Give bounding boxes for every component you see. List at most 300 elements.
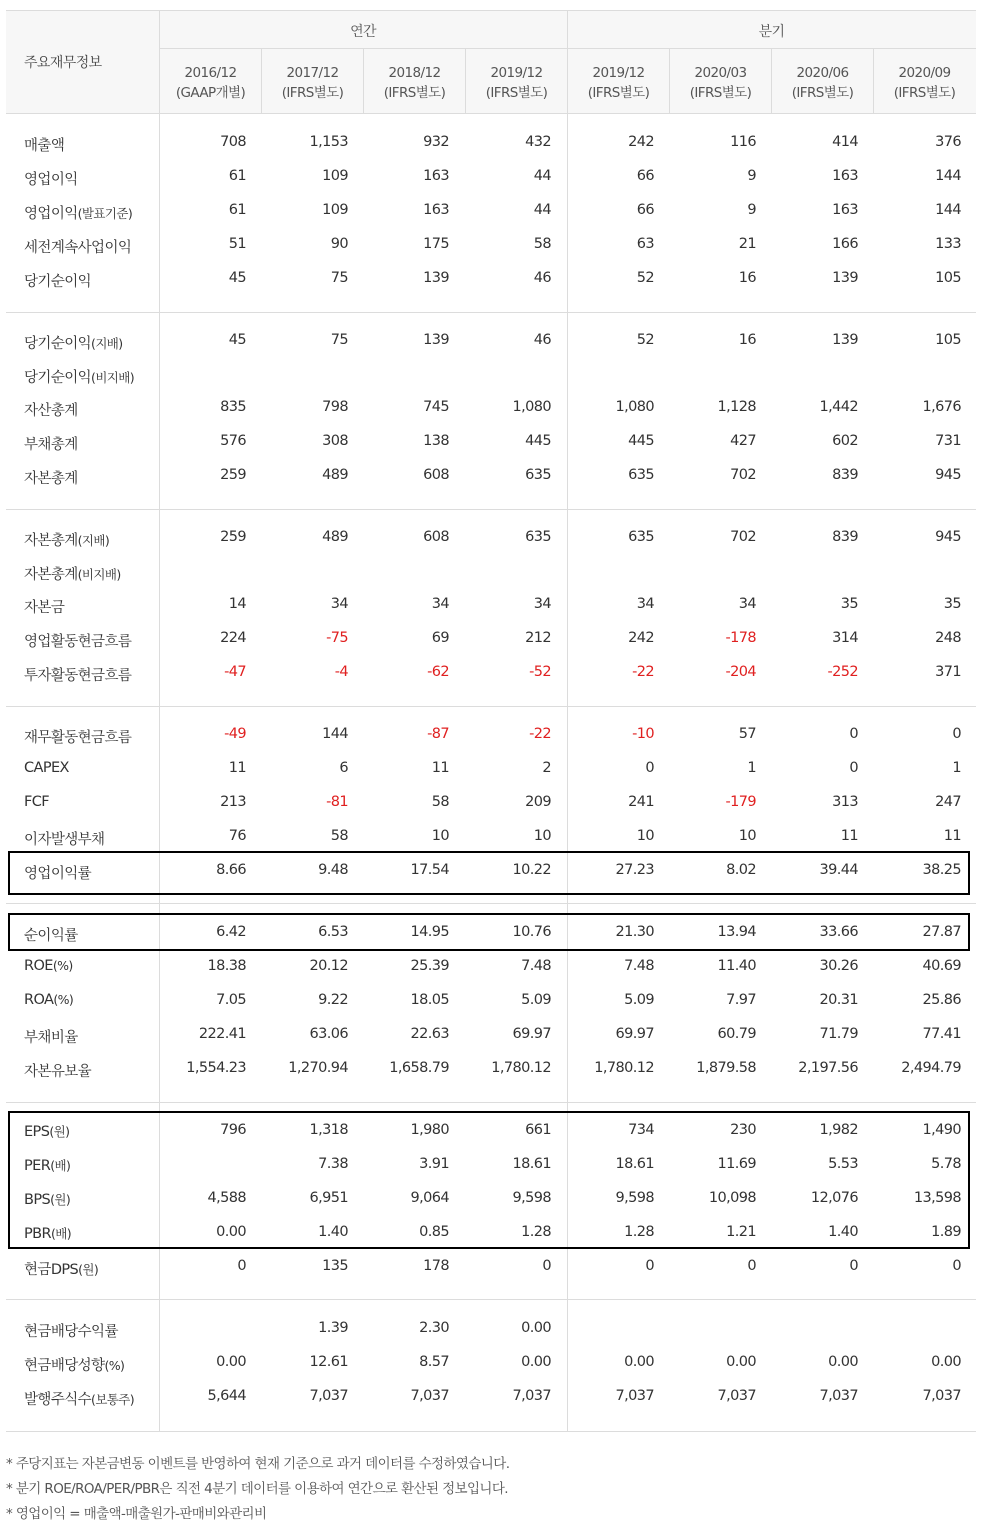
table-cell: 34 — [431, 596, 449, 612]
table-cell: 1.28 — [624, 1224, 654, 1240]
table-cell: 9 — [747, 202, 756, 218]
row-label-main: 현금배당성향 — [24, 1358, 105, 1374]
column-header — [160, 63, 261, 107]
column-period: 2018/12 — [388, 65, 441, 81]
table-cell: -75 — [326, 630, 348, 646]
row-label-main: 영업활동현금흐름 — [24, 634, 132, 650]
table-cell: 0 — [952, 726, 961, 742]
table-cell: 0 — [237, 1258, 246, 1274]
table-cell: 0.00 — [521, 1354, 551, 1370]
table-cell: 259 — [220, 529, 246, 545]
table-cell: 945 — [935, 467, 961, 483]
row-label — [24, 630, 131, 651]
table-cell: 90 — [330, 236, 348, 252]
table-cell: 608 — [423, 467, 449, 483]
table-cell: 209 — [525, 794, 551, 810]
table-cell: 259 — [220, 467, 246, 483]
section-rule — [6, 509, 976, 510]
row-label — [24, 270, 91, 291]
table-cell: 432 — [525, 134, 551, 150]
table-cell: 839 — [832, 467, 858, 483]
table-cell: 945 — [935, 529, 961, 545]
table-cell: 7.05 — [216, 992, 246, 1008]
table-cell: 242 — [628, 134, 654, 150]
column-basis: (IFRS별도) — [689, 85, 752, 101]
row-label-main: 투자활동현금흐름 — [24, 668, 132, 684]
row-label — [24, 168, 78, 189]
row-label — [24, 1388, 134, 1409]
table-cell: 1.21 — [726, 1224, 756, 1240]
row-label-main: PBR — [24, 1226, 51, 1242]
row-label — [24, 467, 78, 488]
table-cell: 1.40 — [828, 1224, 858, 1240]
table-cell: 1.28 — [521, 1224, 551, 1240]
table-cell: 308 — [322, 433, 348, 449]
table-cell: -10 — [632, 726, 654, 742]
column-basis: (IFRS별도) — [383, 85, 446, 101]
table-cell: -22 — [529, 726, 551, 742]
table-cell: 17.54 — [410, 862, 449, 878]
table-cell: 139 — [832, 332, 858, 348]
row-label-main: 현금DPS — [24, 1262, 79, 1278]
section-rule — [6, 312, 976, 313]
table-cell: 10.76 — [512, 924, 551, 940]
row-label-main: 영업이익 — [24, 206, 78, 222]
column-period: 2020/09 — [898, 65, 951, 81]
column-basis: (IFRS별도) — [485, 85, 548, 101]
table-cell: 0 — [849, 760, 858, 776]
table-cell: 702 — [730, 467, 756, 483]
table-cell: 1,982 — [819, 1122, 858, 1138]
table-cell: 0.00 — [931, 1354, 961, 1370]
row-label-main: 부채총계 — [24, 437, 78, 453]
table-cell: 376 — [935, 134, 961, 150]
table-cell: 21 — [738, 236, 756, 252]
row-label-sub: (원) — [49, 1124, 70, 1139]
table-cell: 635 — [628, 467, 654, 483]
table-cell: 25.86 — [922, 992, 961, 1008]
table-cell: 20.12 — [309, 958, 348, 974]
row-label-sub: (%) — [52, 958, 73, 973]
table-cell: 635 — [525, 529, 551, 545]
table-cell: 163 — [832, 202, 858, 218]
table-cell: 75 — [330, 270, 348, 286]
table-cell: 34 — [738, 596, 756, 612]
table-cell: 52 — [636, 332, 654, 348]
table-cell: 40.69 — [922, 958, 961, 974]
table-cell: 12.61 — [309, 1354, 348, 1370]
table-cell: 222.41 — [198, 1026, 246, 1042]
table-cell: 51 — [228, 236, 246, 252]
table-cell: 69.97 — [615, 1026, 654, 1042]
row-label-main: ROA — [24, 992, 54, 1008]
table-cell: 230 — [730, 1122, 756, 1138]
table-cell: 0.85 — [419, 1224, 449, 1240]
column-basis: (IFRS별도) — [791, 85, 854, 101]
table-cell: 11.40 — [717, 958, 756, 974]
table-cell: 11 — [228, 760, 246, 776]
table-cell: 57 — [738, 726, 756, 742]
table-cell: 69.97 — [512, 1026, 551, 1042]
table-cell: 708 — [220, 134, 246, 150]
table-cell: 10 — [636, 828, 654, 844]
row-label-sub: (비지배) — [77, 567, 121, 582]
table-cell: 1.89 — [931, 1224, 961, 1240]
table-cell: 9,598 — [615, 1190, 654, 1206]
table-cell: 7,037 — [922, 1388, 961, 1404]
row-label-main: PER — [24, 1158, 51, 1174]
table-cell: 212 — [525, 630, 551, 646]
table-cell: -252 — [827, 664, 858, 680]
table-cell: -87 — [427, 726, 449, 742]
row-label-sub: (%) — [104, 1358, 125, 1373]
column-header — [466, 63, 567, 107]
row-label-main: 영업이익 — [24, 172, 78, 188]
table-cell: 27.23 — [615, 862, 654, 878]
table-cell: 4,588 — [207, 1190, 246, 1206]
row-label — [24, 134, 64, 155]
table-cell: 6.53 — [318, 924, 348, 940]
table-cell: 1,980 — [410, 1122, 449, 1138]
table-cell: 427 — [730, 433, 756, 449]
row-label-sub: (배) — [50, 1226, 71, 1241]
header-top-rule — [6, 10, 976, 11]
row-label — [24, 563, 121, 584]
table-cell: 1,658.79 — [389, 1060, 449, 1076]
table-cell: 7,037 — [819, 1388, 858, 1404]
table-cell: 20.31 — [819, 992, 858, 1008]
table-cell: 9,598 — [512, 1190, 551, 1206]
table-cell: -47 — [224, 664, 246, 680]
table-cell: 1,780.12 — [491, 1060, 551, 1076]
table-cell: 16 — [738, 270, 756, 286]
table-cell: 135 — [322, 1258, 348, 1274]
table-cell: 75 — [330, 332, 348, 348]
table-cell: 5.53 — [828, 1156, 858, 1172]
table-cell: 10 — [431, 828, 449, 844]
row-label-sub: (원) — [78, 1262, 99, 1277]
table-cell: 10,098 — [708, 1190, 756, 1206]
table-cell: 139 — [423, 332, 449, 348]
table-cell: 5,644 — [207, 1388, 246, 1404]
table-cell: 0 — [645, 1258, 654, 1274]
table-title: 주요재무정보 — [24, 55, 102, 71]
table-cell: 7,037 — [512, 1388, 551, 1404]
table-cell: 58 — [533, 236, 551, 252]
table-cell: 602 — [832, 433, 858, 449]
table-cell: 0 — [747, 1258, 756, 1274]
row-label-main: 자산총계 — [24, 403, 78, 419]
table-cell: 175 — [423, 236, 449, 252]
table-cell: 66 — [636, 202, 654, 218]
table-cell: 35 — [943, 596, 961, 612]
footnote: * 분기 ROE/ROA/PER/PBR은 직전 4분기 데이터를 이용하여 연간으로 환산된 정보입니다. — [6, 1481, 508, 1497]
row-label — [24, 202, 132, 223]
table-bottom-rule — [6, 1431, 976, 1432]
table-cell: 371 — [935, 664, 961, 680]
table-cell: 835 — [220, 399, 246, 415]
row-label — [24, 794, 49, 810]
table-cell: 63.06 — [309, 1026, 348, 1042]
table-cell: 13.94 — [717, 924, 756, 940]
table-cell: 109 — [322, 202, 348, 218]
table-cell: -4 — [334, 664, 348, 680]
table-cell: 105 — [935, 332, 961, 348]
row-label — [24, 366, 134, 387]
table-cell: 139 — [832, 270, 858, 286]
table-cell: 16 — [738, 332, 756, 348]
table-cell: 21.30 — [615, 924, 654, 940]
table-cell: 2,197.56 — [798, 1060, 858, 1076]
table-cell: 34 — [533, 596, 551, 612]
table-cell: 7.48 — [624, 958, 654, 974]
header-bottom-rule — [6, 113, 976, 114]
row-label — [24, 236, 131, 257]
row-label — [24, 958, 73, 974]
table-cell: 0.00 — [828, 1354, 858, 1370]
table-cell: 213 — [220, 794, 246, 810]
row-label — [24, 828, 104, 849]
column-period: 2019/12 — [592, 65, 645, 81]
row-label — [24, 1354, 124, 1375]
table-cell: 27.87 — [922, 924, 961, 940]
table-cell: 9.48 — [318, 862, 348, 878]
table-cell: -22 — [632, 664, 654, 680]
table-cell: -81 — [326, 794, 348, 810]
column-basis: (IFRS별도) — [587, 85, 650, 101]
table-cell: 163 — [832, 168, 858, 184]
row-label — [24, 596, 64, 617]
row-label — [24, 664, 131, 685]
table-cell: 489 — [322, 467, 348, 483]
row-label — [24, 332, 123, 353]
table-cell: 8.57 — [419, 1354, 449, 1370]
table-cell: 45 — [228, 270, 246, 286]
table-cell: 1,080 — [512, 399, 551, 415]
table-cell: 34 — [636, 596, 654, 612]
table-cell: -62 — [427, 664, 449, 680]
table-cell: 39.44 — [819, 862, 858, 878]
table-cell: 932 — [423, 134, 449, 150]
table-cell: 61 — [228, 168, 246, 184]
section-rule — [6, 903, 976, 904]
table-cell: 635 — [628, 529, 654, 545]
table-cell: 138 — [423, 433, 449, 449]
table-cell: 248 — [935, 630, 961, 646]
table-cell: 166 — [832, 236, 858, 252]
section-rule — [6, 1299, 976, 1300]
table-cell: 60.79 — [717, 1026, 756, 1042]
table-cell: 144 — [322, 726, 348, 742]
table-cell: 0.00 — [216, 1354, 246, 1370]
table-cell: -178 — [725, 630, 756, 646]
table-cell: 314 — [832, 630, 858, 646]
table-cell: 71.79 — [819, 1026, 858, 1042]
table-cell: 1,554.23 — [186, 1060, 246, 1076]
table-cell: 33.66 — [819, 924, 858, 940]
row-label-sub: (%) — [53, 992, 74, 1007]
table-cell: 1,318 — [309, 1122, 348, 1138]
table-cell: 224 — [220, 630, 246, 646]
row-label-main: 자본총계 — [24, 471, 78, 487]
table-cell: 6,951 — [309, 1190, 348, 1206]
row-label-sub: (원) — [50, 1192, 71, 1207]
column-period: 2020/03 — [694, 65, 747, 81]
table-cell: 133 — [935, 236, 961, 252]
column-header — [262, 63, 363, 107]
row-label-main: 순이익률 — [24, 928, 78, 944]
table-cell: 11 — [943, 828, 961, 844]
table-cell: 44 — [533, 202, 551, 218]
table-cell: 45 — [228, 332, 246, 348]
table-cell: 2.30 — [419, 1320, 449, 1336]
column-header — [568, 63, 669, 107]
table-cell: 6.42 — [216, 924, 246, 940]
row-label — [24, 760, 69, 776]
highlight-box-per-share — [8, 1111, 970, 1249]
table-cell: 445 — [525, 433, 551, 449]
table-cell: 414 — [832, 134, 858, 150]
table-cell: 30.26 — [819, 958, 858, 974]
row-label-main: 당기순이익 — [24, 336, 92, 352]
row-label — [24, 726, 131, 747]
row-label-main: BPS — [24, 1192, 51, 1208]
table-cell: 3.91 — [419, 1156, 449, 1172]
table-cell: 178 — [423, 1258, 449, 1274]
column-period: 2017/12 — [286, 65, 339, 81]
table-cell: 144 — [935, 168, 961, 184]
table-cell: 702 — [730, 529, 756, 545]
table-cell: 1,490 — [922, 1122, 961, 1138]
table-cell: 8.02 — [726, 862, 756, 878]
table-cell: 0 — [645, 760, 654, 776]
table-cell: -179 — [725, 794, 756, 810]
row-label-main: 현금배당수익률 — [24, 1324, 118, 1340]
table-cell: 0 — [849, 1258, 858, 1274]
table-cell: 18.61 — [512, 1156, 551, 1172]
table-cell: 661 — [525, 1122, 551, 1138]
row-label-main: CAPEX — [24, 760, 69, 776]
row-label-main: 이자발생부채 — [24, 832, 105, 848]
table-cell: 66 — [636, 168, 654, 184]
table-cell: 1,442 — [819, 399, 858, 415]
table-cell: 0 — [849, 726, 858, 742]
row-label-main: 당기순이익 — [24, 370, 92, 386]
table-cell: 7,037 — [410, 1388, 449, 1404]
table-cell: 731 — [935, 433, 961, 449]
table-cell: 247 — [935, 794, 961, 810]
annual-group-header: 연간 — [350, 24, 376, 40]
row-label — [24, 529, 109, 550]
table-cell: 9.22 — [318, 992, 348, 1008]
table-cell: 313 — [832, 794, 858, 810]
table-cell: 0.00 — [726, 1354, 756, 1370]
row-label-main: 영업이익률 — [24, 866, 92, 882]
row-label — [24, 1026, 78, 1047]
table-cell: 14 — [228, 596, 246, 612]
table-cell: 7,037 — [615, 1388, 654, 1404]
table-cell: 839 — [832, 529, 858, 545]
table-cell: -49 — [224, 726, 246, 742]
table-cell: 0 — [952, 1258, 961, 1274]
table-cell: 734 — [628, 1122, 654, 1138]
table-cell: 445 — [628, 433, 654, 449]
column-period: 2019/12 — [490, 65, 543, 81]
row-label-sub: (배) — [50, 1158, 71, 1173]
table-cell: 0.00 — [216, 1224, 246, 1240]
table-cell: 46 — [533, 332, 551, 348]
row-label-main: 자본총계 — [24, 567, 78, 583]
table-cell: 11 — [840, 828, 858, 844]
table-cell: 10 — [533, 828, 551, 844]
table-cell: 1.40 — [318, 1224, 348, 1240]
row-label-sub: (보통주) — [91, 1392, 135, 1407]
table-cell: 58 — [431, 794, 449, 810]
table-cell: 34 — [330, 596, 348, 612]
section-rule — [6, 706, 976, 707]
row-label — [24, 433, 78, 454]
table-cell: 38.25 — [922, 862, 961, 878]
table-cell: 489 — [322, 529, 348, 545]
table-cell: 46 — [533, 270, 551, 286]
table-cell: 163 — [423, 168, 449, 184]
table-cell: 18.38 — [207, 958, 246, 974]
quarter-group-header: 분기 — [758, 24, 785, 40]
row-label-sub: (비지배) — [91, 370, 135, 385]
table-cell: 22.63 — [410, 1026, 449, 1042]
row-label-main: 부채비율 — [24, 1030, 78, 1046]
column-basis: (IFRS별도) — [893, 85, 956, 101]
table-cell: 69 — [431, 630, 449, 646]
table-cell: 25.39 — [410, 958, 449, 974]
table-cell: 1,080 — [615, 399, 654, 415]
table-cell: 35 — [840, 596, 858, 612]
table-cell: 635 — [525, 467, 551, 483]
table-cell: 109 — [322, 168, 348, 184]
table-cell: -52 — [529, 664, 551, 680]
table-cell: 242 — [628, 630, 654, 646]
column-period: 2016/12 — [184, 65, 237, 81]
table-cell: -204 — [725, 664, 756, 680]
table-cell: 745 — [423, 399, 449, 415]
row-label-main: ROE — [24, 958, 53, 974]
table-cell: 1,128 — [717, 399, 756, 415]
table-cell: 1,879.58 — [696, 1060, 756, 1076]
table-cell: 1.39 — [318, 1320, 348, 1336]
table-cell: 7.38 — [318, 1156, 348, 1172]
table-cell: 5.09 — [521, 992, 551, 1008]
table-cell: 798 — [322, 399, 348, 415]
table-cell: 11 — [431, 760, 449, 776]
table-cell: 8.66 — [216, 862, 246, 878]
column-period: 2020/06 — [796, 65, 849, 81]
table-cell: 144 — [935, 202, 961, 218]
table-cell: 7.97 — [726, 992, 756, 1008]
table-cell: 1,780.12 — [594, 1060, 654, 1076]
column-basis: (IFRS별도) — [281, 85, 344, 101]
table-cell: 76 — [228, 828, 246, 844]
row-label — [24, 1258, 98, 1279]
row-label-main: 매출액 — [24, 138, 65, 154]
row-label — [24, 1060, 91, 1081]
row-label — [24, 992, 73, 1008]
highlight-box-operating-margin — [8, 851, 970, 895]
row-label-main: 발행주식수 — [24, 1392, 92, 1408]
row-label-main: FCF — [24, 794, 50, 810]
table-cell: 13,598 — [913, 1190, 961, 1206]
column-header — [874, 63, 975, 107]
table-cell: 10.22 — [512, 862, 551, 878]
